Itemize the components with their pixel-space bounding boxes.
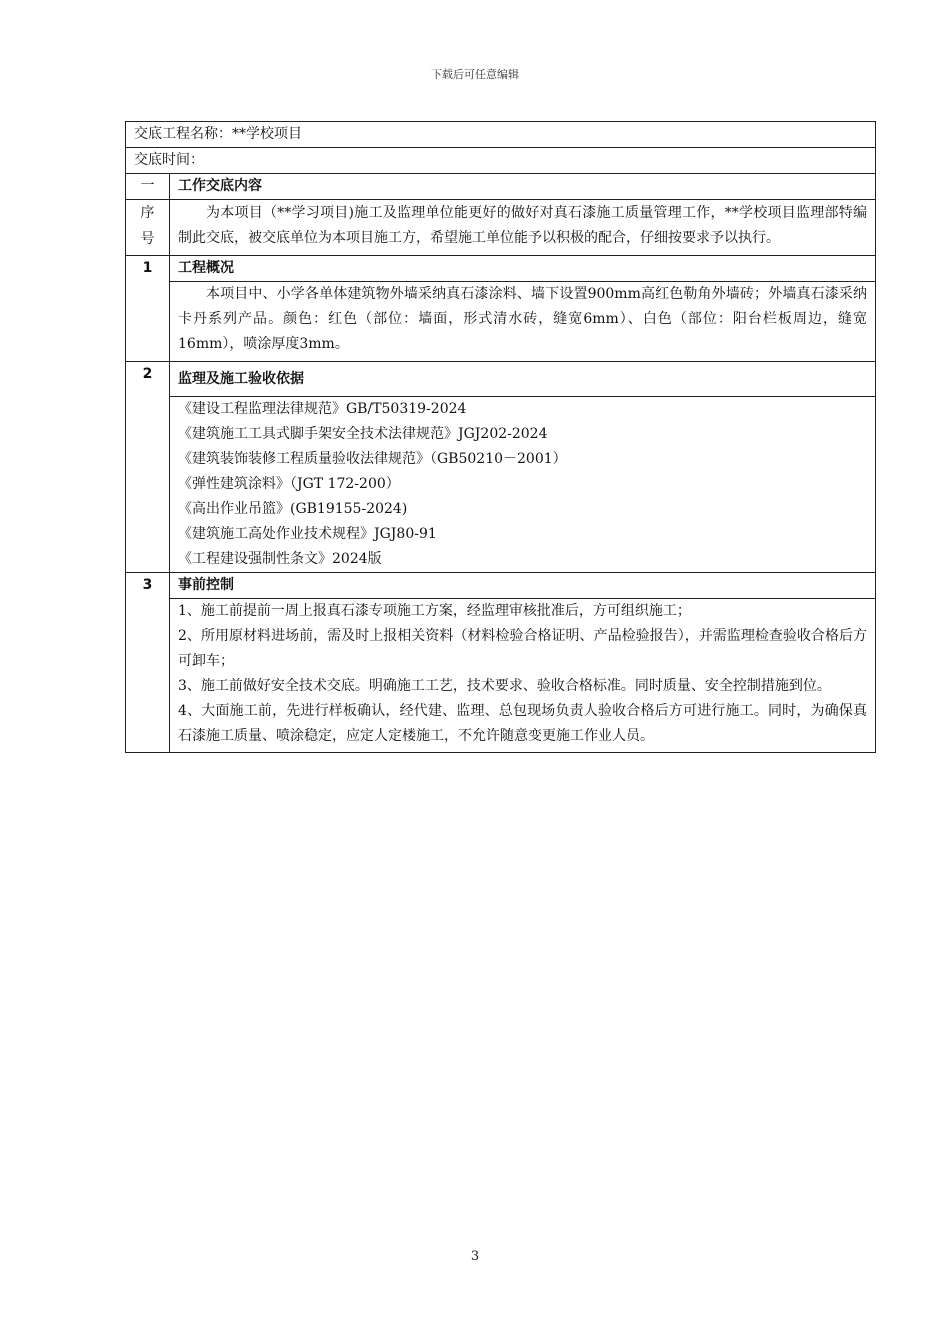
header-note: 下载后可任意编辑: [431, 68, 519, 81]
row-section3-body: [126, 599, 876, 753]
standard-item: 《建设工程监理法律规范》GB/T50319-2024: [178, 401, 467, 417]
section2-number: 2: [126, 362, 170, 573]
step-item: 2、所用原材料进场前，需及时上报相关资料（材料检验合格证明、产品检验报告），并需监理检查验收合格后方可卸车；: [178, 628, 867, 669]
page-number: 3: [470, 1249, 480, 1264]
standard-item: 《弹性建筑涂料》（JGT 172-200）: [178, 476, 400, 492]
row-section-work: [126, 174, 876, 200]
standard-item: 《高出作业吊篮》(GB19155-2024): [178, 501, 408, 517]
seq-label-line2: 号: [140, 231, 155, 247]
standard-item: 《建筑装饰装修工程质量验收法律规范》（GB50210－2001）: [178, 451, 567, 467]
section3-title: 事前控制: [170, 573, 876, 599]
step-item: 1、施工前提前一周上报真石漆专项施工方案，经监理审核批准后，方可组织施工；: [178, 603, 691, 619]
standard-item: 《工程建设强制性条文》2024版: [178, 551, 382, 567]
step-item: 4、大面施工前，先进行样板确认，经代建、监理、总包现场负责人验收合格后方可进行施工。同时，为确保真石漆施工质量、喷涂稳定，应定人定楼施工，不允许随意变更施工作业人员。: [178, 703, 867, 744]
row-project-name: [126, 122, 876, 148]
section-work-title: 工作交底内容: [170, 174, 876, 200]
section2-title: 监理及施工验收依据: [170, 362, 876, 397]
section1-number: 1: [126, 256, 170, 362]
row-intro: [126, 200, 876, 256]
standard-item: 《建筑施工高处作业技术规程》JGJ80-91: [178, 526, 437, 542]
project-name: 交底工程名称：**学校项目: [126, 122, 876, 148]
section-work-number: 一: [126, 174, 170, 200]
row-section1-body: [126, 282, 876, 362]
section1-text: 本项目中、小学各单体建筑物外墙采纳真石漆涂料、墙下设置900mm高红色勒角外墙砖；外墙真石漆采纳卡丹系列产品。颜色：红色（部位：墙面，形式清水砖，缝宽6mm）、白色（部位：阳台栏板周边，缝宽16mm），喷涂厚度3mm。: [170, 282, 876, 362]
handover-table: [125, 121, 876, 753]
section3-number: 3: [126, 573, 170, 753]
standard-item: 《建筑施工工具式脚手架安全技术法律规范》JGJ202-2024: [178, 426, 548, 442]
handover-time: 交底时间：: [126, 148, 876, 174]
row-section1-title: [126, 256, 876, 282]
section3-steps-list: [170, 599, 876, 753]
section2-standards-list: [170, 397, 876, 573]
step-item: 3、施工前做好安全技术交底。明确施工工艺，技术要求、验收合格标准。同时质量、安全控制措施到位。: [178, 678, 831, 694]
row-section2-body: [126, 397, 876, 573]
row-handover-time: [126, 148, 876, 174]
seq-label-line1: 序: [140, 205, 155, 221]
intro-text: 为本项目（**学习项目)施工及监理单位能更好的做好对真石漆施工质量管理工作，**学校项目监理部特编制此交底，被交底单位为本项目施工方，希望施工单位能予以积极的配合，仔细按要求予以执行。: [170, 200, 876, 256]
row-section3-title: [126, 573, 876, 599]
section1-title: 工程概况: [170, 256, 876, 282]
row-section2-title: [126, 362, 876, 397]
seq-label: [126, 200, 170, 256]
